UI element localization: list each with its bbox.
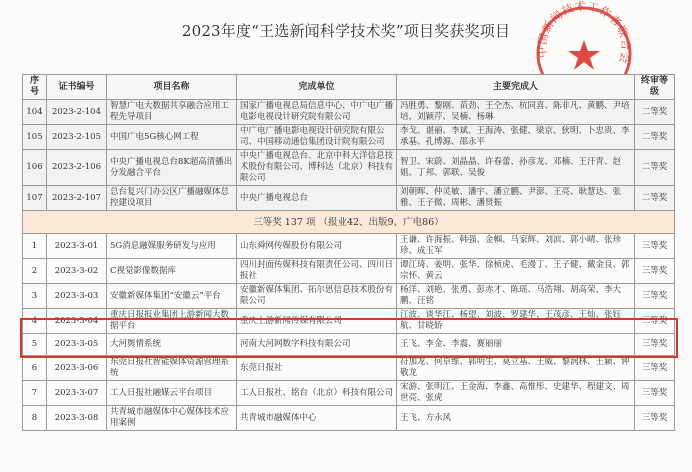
row-people: 王飞、李金、李震、赛丽丽 (397, 334, 635, 356)
row-cert: 2023-2-107 (47, 186, 107, 211)
row-unit: 重庆上游新闻传媒有限公司 (237, 309, 397, 334)
row-grade: 三等奖 (635, 259, 675, 284)
row-no: 107 (23, 186, 47, 211)
row-grade: 三等奖 (635, 381, 675, 406)
table-row (23, 284, 675, 309)
row-unit: 四川封面传媒科技有限责任公司、四川日报社 (237, 259, 397, 284)
row-project-name: 安徽新媒体集团“安徽云”平台 (107, 284, 237, 309)
row-no: 1 (23, 234, 47, 259)
row-unit: 中广电广播电影电视设计研究院有限公司、中国移动通信集团设计院有限公司 (237, 125, 397, 150)
row-cert: 2023-2-106 (47, 150, 107, 186)
row-project-name: 中国广电5G核心网工程 (107, 125, 237, 150)
table-row (23, 356, 675, 381)
table-row (23, 309, 675, 334)
table-row (23, 259, 675, 284)
third-prize-rows (23, 234, 675, 431)
row-no: 8 (23, 406, 47, 431)
row-no: 105 (23, 125, 47, 150)
row-grade: 二等奖 (635, 150, 675, 186)
row-people: 谭江琦、姜明、张华、徐桢虎、毛漫丁、王子健、戴金良、郭宗怀、黄云 (397, 259, 635, 284)
row-cert: 2023-3-05 (47, 334, 107, 356)
section-label: 三等奖 137 项 （报业42、出版9、广电86） (23, 211, 675, 234)
section-row (23, 211, 675, 234)
row-no: 7 (23, 381, 47, 406)
row-unit: 东莞日报社 (237, 356, 397, 381)
row-cert: 2023-2-105 (47, 125, 107, 150)
row-people: 刘朝晖、仲灵敏、潘宇、潘立鹏、尹澎、王亮、耿慧达、张雅、王子微、周彬、潘贤振 (397, 186, 635, 211)
row-no: 4 (23, 309, 47, 334)
row-no: 5 (23, 334, 47, 356)
row-cert: 2023-3-02 (47, 259, 107, 284)
row-project-name: C视觉影像数据库 (107, 259, 237, 284)
row-unit: 中央广播电视总台、北京中科大洋信息技术股份有限公司、博科达（北京）科技有限公司 (237, 150, 397, 186)
table-header-row (23, 75, 675, 100)
row-unit: 中央广播电视总台 (237, 186, 397, 211)
row-cert: 2023-3-06 (47, 356, 107, 381)
row-people: 宋游、张明江、王金海、李鑫、高惟彤、史建华、程建文、周世亮、张虎 (397, 381, 635, 406)
row-no: 104 (23, 100, 47, 125)
row-project-name: 大河舆情系统 (107, 334, 237, 356)
row-project-name: 重庆日报报业集团上游新闻大数据平台 (107, 309, 237, 334)
header-people: 主要完成人 (397, 75, 635, 100)
seal-text: 中国新闻技术工作者联合会 (535, 0, 633, 66)
table-row (23, 406, 675, 431)
header-cert: 证书编号 (47, 75, 107, 100)
row-cert: 2023-3-04 (47, 309, 107, 334)
row-grade: 三等奖 (635, 309, 675, 334)
row-unit: 国家广播电视总局信息中心、中广电广播电影电视设计研究院有限公司 (237, 100, 397, 125)
row-grade: 三等奖 (635, 356, 675, 381)
row-grade: 二等奖 (635, 186, 675, 211)
header-name: 项目名称 (107, 75, 237, 100)
row-unit: 山东舜网传媒股份有限公司 (237, 234, 397, 259)
header-unit: 完成单位 (237, 75, 397, 100)
header-no: 序号 (23, 75, 47, 100)
row-project-name: 5G消息融媒服务研发与应用 (107, 234, 237, 259)
row-people: 杨洋、刘艳、张勇、彭赤才、陈瑶、马浩翔、胡高荣、李大鹏、汪铭 (397, 284, 635, 309)
awards-table (22, 74, 675, 431)
table-row (23, 125, 675, 150)
table-row (23, 334, 675, 356)
table-row (23, 100, 675, 125)
row-people: 符加龙、何卓维、郭明生、莫立基、王威、黎润林、王颖、钟敬龙 (397, 356, 635, 381)
row-cert: 2023-3-07 (47, 381, 107, 406)
row-people: 王谦、许海振、韩强、金帼、马家辉、刘滨、郭小晴、张珍珍、成玉军 (397, 234, 635, 259)
row-project-name: 智慧广电大数据共享融合应用工程先导项目 (107, 100, 237, 125)
row-project-name: 工人日报社融媒云平台项目 (107, 381, 237, 406)
row-grade: 三等奖 (635, 234, 675, 259)
row-unit: 河南大河网数字科技有限公司 (237, 334, 397, 356)
document-title: 2023年度“王选新闻科学技术奖”项目奖获奖项目 (181, 22, 511, 40)
row-people: 冯胜勇、黎刚、苗劲、王仝杰、杭同喜、陈非凡、黄鹏、尹培培、刘颖芹、吴楠、杨琳 (397, 100, 635, 125)
header-grade: 终审等级 (635, 75, 675, 100)
row-grade: 三等奖 (635, 406, 675, 431)
row-cert: 2023-3-03 (47, 284, 107, 309)
row-project-name: 总台复兴门办公区广播融媒体总控建设项目 (107, 186, 237, 211)
row-grade: 二等奖 (635, 125, 675, 150)
table-row (23, 381, 675, 406)
row-no: 2 (23, 259, 47, 284)
row-project-name: 中央广播电视总台8K超高清播出分发融合平台 (107, 150, 237, 186)
row-grade: 三等奖 (635, 284, 675, 309)
table-row (23, 234, 675, 259)
row-people: 智卫、宋蔚、刘晶晶、许春蕾、孙彦龙、邓楠、王汗青、赵姐、丁邦、郭联、吴俊 (397, 150, 635, 186)
row-people: 江波、谈华江、杨望、刘波、罗建华、王茂彦、王灿、张钰航、甘晓娇 (397, 309, 635, 334)
row-unit: 共青城市融媒体中心 (237, 406, 397, 431)
row-cert: 2023-3-01 (47, 234, 107, 259)
row-grade: 二等奖 (635, 100, 675, 125)
row-people: 李戈、谌丽、李斌、王海涛、张健、梁京、狄明、卜忠贵、李承基、孔博源、邵永平 (397, 125, 635, 150)
row-project-name: 共青城市融媒体中心媒体技术应用案例 (107, 406, 237, 431)
row-unit: 工人日报社、铭台（北京）科技有限公司 (237, 381, 397, 406)
row-grade: 三等奖 (635, 334, 675, 356)
table-row (23, 186, 675, 211)
row-project-name: 东莞日报社智能媒体资源管理系统 (107, 356, 237, 381)
row-no: 3 (23, 284, 47, 309)
table-row (23, 150, 675, 186)
row-people: 王飞、方永风 (397, 406, 635, 431)
row-no: 106 (23, 150, 47, 186)
row-cert: 2023-2-104 (47, 100, 107, 125)
row-cert: 2023-3-08 (47, 406, 107, 431)
row-no: 6 (23, 356, 47, 381)
second-prize-rows (23, 100, 675, 211)
row-unit: 安徽新媒体集团、拓尔思信息技术股份有限公司 (237, 284, 397, 309)
